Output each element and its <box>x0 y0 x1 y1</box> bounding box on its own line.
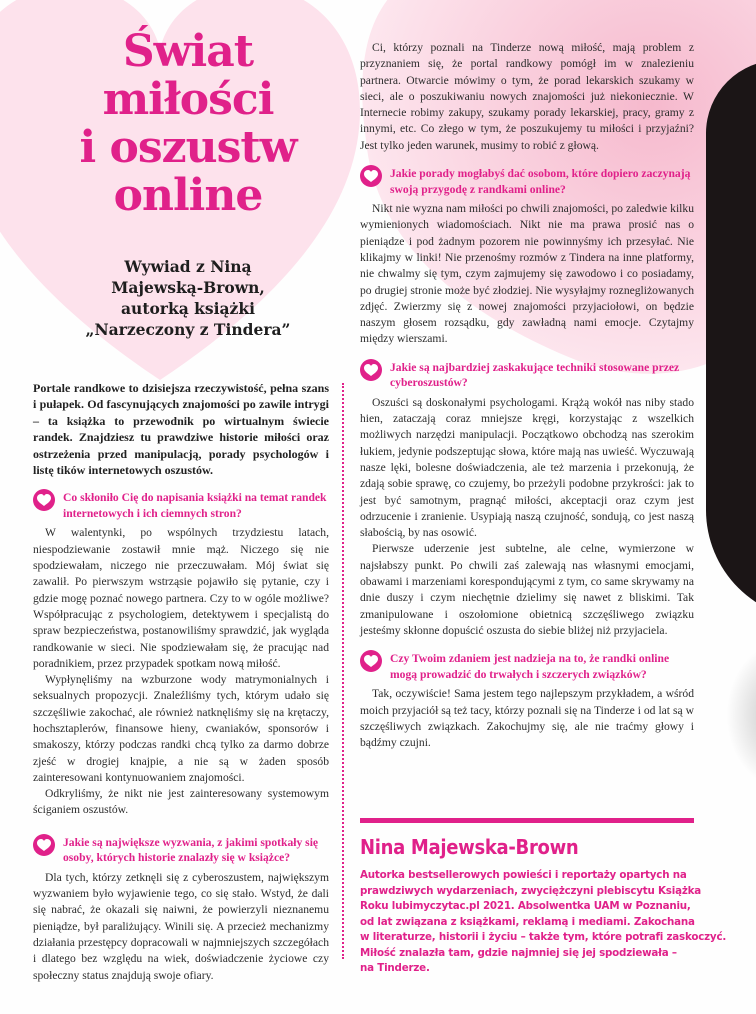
answer-paragraph: Odkryliśmy, że nikt nie jest zainteresowany systemowym ściganiem oszustów. <box>33 787 329 817</box>
right-column <box>360 40 694 751</box>
title-line: i oszustw <box>79 122 297 173</box>
question-heading <box>360 166 694 197</box>
column-divider <box>342 383 344 959</box>
heart-icon <box>360 359 382 381</box>
question-text: Co skłoniło Cię do napisania książki na temat randek internetowych i ich ciemnych stron? <box>63 491 327 520</box>
article-title <box>68 28 308 220</box>
author-name: Nina Majewska-Brown <box>360 835 579 859</box>
bio-line: Miłość znalazła tam, gdzie najmniej się jej spodziewała – <box>360 946 677 959</box>
question-text: Jakie porady mogłabyś dać osobom, które dopiero zaczynają swoją przygodę z randkami online? <box>390 167 691 196</box>
heart-icon <box>33 834 55 856</box>
bio-divider-bar <box>360 818 694 823</box>
bio-line: prawdziwych wydarzeniach, zwyciężczyni plebiscytu Książka <box>360 884 702 897</box>
subtitle-line: Wywiad z Niną <box>124 257 252 276</box>
answer-paragraph: Dla tych, którzy zetknęli się z cyberoszustem, największym wyzwaniem było wyjawienie tego, co się stało. Wstyd, że dali się nabrać, że okazali się naiwni, że powierzyli nieznanemu pieniądze, był paraliżujący. Winili się. A przecież mechanizmy działania przestępcy dopracowali w najmniejszych szczegółach i dlatego bez względu na wiek, doświadczenie życiowe czy społeczny status znajdują swoje ofiary. <box>33 870 329 982</box>
answer-paragraph: Ci, którzy poznali na Tinderze nową miłość, mają problem z przyznaniem się, że portal randkowy pomógł im w znalezieniu partnera. Otwarcie mówimy o tym, że porad lekarskich szukamy w sieci, ale o poszukiwaniu nowych znajomości już niekoniecznie. W Internecie robimy zakupy, szukamy porady lekarskiej, pracy, gramy z innymi, etc. Co złego w tym, że poszukujemy tu miłości i przyjaźni? Jest tylko jeden warunek, musimy to robić z głową. <box>360 41 694 152</box>
answer-paragraph: Tak, oczywiście! Sama jestem tego najlepszym przykładem, a wśród moich przyjaciół są też tacy, którzy poznali się na Tinderze i od lat są w szczęśliwych związkach. Zakochujmy się, ale nie traćmy głowy i bądźmy czujni. <box>360 687 694 750</box>
heart-icon <box>360 165 382 187</box>
question-text: Jakie są najbardziej zaskakujące techniki stosowane przez cyberoszustów? <box>390 360 680 390</box>
bio-line: Autorka bestsellerowych powieści i reportaży opartych na <box>360 869 687 881</box>
question-heading <box>33 490 329 521</box>
title-line: miłości <box>102 74 274 125</box>
answer-paragraph: W walentynki, po wspólnych trzydziestu latach, niespodziewanie zostawił mnie mąż. Niczego się nie spodziewałam, niczego nie przeczuwałam. Mój świat się zawalił. Po pierwszym wstrząsie pojawiło się pytanie, czy i gdzie mogę poznać nowego partnera. Czy to w ogóle możliwe? Współpracując z psychologiem, detektywem i specjalistą do spraw bezpieczeństwa, postanowiliśmy sprawdzić, jak wygląda randkowanie w sieci. Nie spodziewałam się, że pracując nad poradnikiem, przez przypadek spotkam nową miłość. <box>33 526 329 670</box>
answer-paragraph: Oszuści są doskonałymi psychologami. Krążą wokół nas niby stado hien, zataczają coraz mniejsze kręgi, korzystając z wszelkich możliwych narzędzi manipulacji. Początkowo obchodzą nas szerokim łukiem, jedynie podszeptując słowa, które mają nas uwieść. Wyczuwają nasze lęki, bolesne doświadczenia, ale też marzenia i przekonują, że zdają sobie sprawę, co czujemy, bo przeżyli podobne przykrości: jak to jest być samotnym, pragnąć miłości, akceptacji oraz czym jest odrzucenie i zranienie. Usypiają naszą czujność, sondują, co jest naszą słabością, by nas osowić. <box>360 395 694 540</box>
subtitle-line: Majewską-Brown, <box>111 278 265 297</box>
bio-line: Roku lubimyczytac.pl 2021. Absolwentka UAM w Poznaniu, <box>360 900 691 912</box>
left-column <box>33 380 329 984</box>
bio-line: od lat związana z książkami, reklamą i mediami. Zakochana <box>360 915 695 928</box>
author-bio <box>360 868 727 977</box>
subtitle-line: „Narzeczony z Tindera” <box>85 320 291 339</box>
question-heading <box>360 651 694 682</box>
photo-silhouette <box>706 60 756 620</box>
question-heading <box>360 360 694 391</box>
title-line: Świat <box>122 26 254 77</box>
question-text: Jakie są największe wyzwania, z jakimi spotkały się osoby, których historie znalazły się w książce? <box>63 835 319 865</box>
answer-paragraph: Nikt nie wyzna nam miłości po chwili znajomości, po zaledwie kilku wymienionych wiadomościach. Nikt nie ma prawa prosić nas o pieniądze i pod żadnym pozorem nie powinnyśmy ich przesyłać. Nie klikajmy w linki! Nie przenośmy rozmów z Tindera na inne platformy, nie chwalmy się tym, czym zajmujemy się zawodowo i co posiadamy, po drugiej stronie może być złodziej. Nie wysyłajmy roznegliżowanych zdjęć. Zwierzmy się z nowej znajomości przyjaciołowi, on będzie naszym głosem rozsądku, gdy zawładną nami emocje. Czytajmy między wierszami. <box>360 202 694 346</box>
article-subtitle <box>60 256 316 340</box>
answer-paragraph: Wypłynęliśmy na wzburzone wody matrymonialnych i seksualnych propozycji. Znaleźliśmy tych, którym udało się szczęśliwie zakochać, ale również natknęliśmy się na krętaczy, hochsztaplerów, finansowe hieny, cwaniaków, sponsorów i smakoszy, którzy podczas randki chcą tylko za darmo dobrze zjeść w drogiej knajpie, a nie są w żaden sposób zainteresowani kontynuowaniem znajomości. <box>33 673 329 784</box>
heart-icon <box>360 650 382 672</box>
title-line: online <box>113 170 263 221</box>
photo-shadow <box>726 640 756 790</box>
question-text: Czy Twoim zdaniem jest nadzieja na to, że randki online mogą prowadzić do trwałych i szczerych związków? <box>390 652 670 681</box>
bio-line: na Tinderze. <box>360 962 430 974</box>
subtitle-line: autorką książki <box>121 299 255 318</box>
lead-paragraph: Portale randkowe to dzisiejsza rzeczywistość, pełna szans i pułapek. Od fascynujących znajomości po zawile intrygi – ta książka to przewodnik po wirtualnym świecie randek. Znajdziesz tu prawdziwe historie miłości oraz ostrzeżenia przed manipulacją, porady psychologów i listę tików internetowych oszustów. <box>33 381 329 478</box>
heart-icon <box>33 489 55 511</box>
answer-paragraph: Pierwsze uderzenie jest subtelne, ale celne, wymierzone w najsłabszy punkt. Po chwili zaś zalewają nas własnymi emocjami, obawami i marzeniami korespondującymi z tym, co same skrywamy na dnie duszy i czym niechętnie dzielimy się nawet z bliskimi. Tak zmanipulowane i oszołomione obietnicą szczęśliwego związku jesteśmy skłonne dopuścić oszusta do siebie bliżej niż przyjaciela. <box>360 542 694 637</box>
question-heading <box>33 835 329 866</box>
bio-line: w literaturze, historii i życiu – także tym, które potrafi zaskoczyć. <box>360 931 727 943</box>
